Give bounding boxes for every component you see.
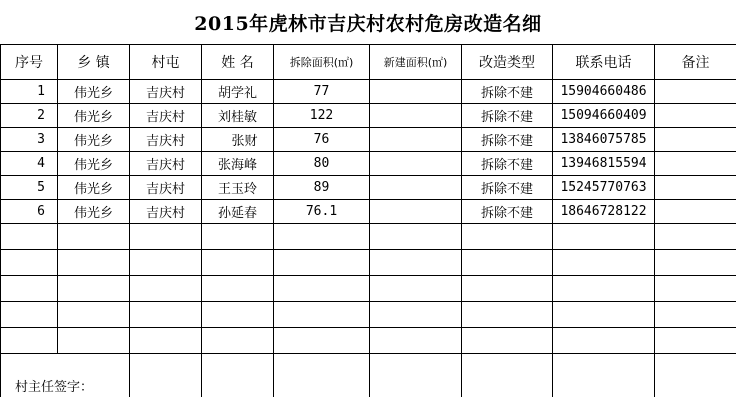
cell-town[interactable]: 伟光乡: [58, 176, 130, 200]
empty-cell[interactable]: [553, 328, 655, 354]
empty-cell[interactable]: [462, 224, 553, 250]
cell-village[interactable]: 吉庆村: [130, 128, 202, 152]
cell-note[interactable]: [655, 104, 736, 128]
empty-cell[interactable]: [130, 328, 202, 354]
empty-cell[interactable]: [202, 328, 274, 354]
cell-index[interactable]: 6: [1, 200, 58, 224]
cell-index[interactable]: 4: [1, 152, 58, 176]
header-row: [1, 45, 736, 80]
table-row: [1, 176, 736, 200]
cell-phone[interactable]: 13846075785: [553, 128, 655, 152]
cell-type[interactable]: 拆除不建: [462, 176, 553, 200]
empty-cell[interactable]: [655, 224, 736, 250]
empty-cell[interactable]: [462, 302, 553, 328]
empty-cell[interactable]: [1, 250, 58, 276]
header-note[interactable]: 备注: [655, 45, 736, 80]
empty-row: [1, 250, 736, 276]
cell-village[interactable]: 吉庆村: [130, 176, 202, 200]
empty-cell[interactable]: [130, 250, 202, 276]
header-town[interactable]: 乡 镇: [58, 45, 130, 80]
cell-new-area[interactable]: [370, 128, 462, 152]
cell-index[interactable]: 5: [1, 176, 58, 200]
cell-new-area[interactable]: [370, 200, 462, 224]
table-row: [1, 200, 736, 224]
cell-new-area[interactable]: [370, 104, 462, 128]
cell-phone[interactable]: 15904660486: [553, 80, 655, 104]
signature-cell[interactable]: [655, 354, 736, 398]
empty-row: [1, 276, 736, 302]
empty-cell[interactable]: [553, 276, 655, 302]
empty-cell[interactable]: [58, 328, 130, 354]
empty-cell[interactable]: [1, 224, 58, 250]
table-row: [1, 152, 736, 176]
cell-name[interactable]: 张海峰: [202, 152, 274, 176]
empty-cell[interactable]: [202, 224, 274, 250]
cell-town[interactable]: 伟光乡: [58, 200, 130, 224]
cell-phone[interactable]: 18646728122: [553, 200, 655, 224]
cell-name[interactable]: 王玉玲: [202, 176, 274, 200]
empty-cell[interactable]: [130, 276, 202, 302]
empty-cell[interactable]: [370, 276, 462, 302]
empty-row: [1, 224, 736, 250]
empty-cell[interactable]: [370, 302, 462, 328]
cell-phone[interactable]: 15245770763: [553, 176, 655, 200]
cell-type[interactable]: 拆除不建: [462, 200, 553, 224]
cell-note[interactable]: [655, 80, 736, 104]
empty-cell[interactable]: [1, 328, 58, 354]
header-index[interactable]: 序号: [1, 45, 58, 80]
cell-town[interactable]: 伟光乡: [58, 128, 130, 152]
cell-phone[interactable]: 13946815594: [553, 152, 655, 176]
empty-cell[interactable]: [58, 276, 130, 302]
empty-cell[interactable]: [130, 224, 202, 250]
empty-cell[interactable]: [274, 328, 370, 354]
signature-cell[interactable]: [553, 354, 655, 398]
header-new-area[interactable]: 新建面积(㎡): [370, 45, 462, 80]
cell-demolish-area[interactable]: 89: [274, 176, 370, 200]
cell-village[interactable]: 吉庆村: [130, 200, 202, 224]
cell-town[interactable]: 伟光乡: [58, 104, 130, 128]
cell-name[interactable]: 张财: [202, 128, 274, 152]
empty-cell[interactable]: [202, 250, 274, 276]
empty-cell[interactable]: [553, 302, 655, 328]
cell-note[interactable]: [655, 152, 736, 176]
signature-cell[interactable]: [202, 354, 274, 398]
cell-index[interactable]: 2: [1, 104, 58, 128]
table-row: [1, 80, 736, 104]
cell-note[interactable]: [655, 176, 736, 200]
empty-cell[interactable]: [130, 302, 202, 328]
cell-town[interactable]: 伟光乡: [58, 80, 130, 104]
header-demolish-area[interactable]: 拆除面积(㎡): [274, 45, 370, 80]
empty-row: [1, 302, 736, 328]
empty-cell[interactable]: [370, 328, 462, 354]
village-head-signature-label: 村主任签字：: [1, 354, 130, 398]
cell-village[interactable]: 吉庆村: [130, 104, 202, 128]
empty-cell[interactable]: [655, 302, 736, 328]
signature-cell[interactable]: [462, 354, 553, 398]
table-row: [1, 128, 736, 152]
signature-cell[interactable]: [274, 354, 370, 398]
header-type[interactable]: 改造类型: [462, 45, 553, 80]
cell-phone[interactable]: 15094660409: [553, 104, 655, 128]
empty-cell[interactable]: [655, 276, 736, 302]
cell-town[interactable]: 伟光乡: [58, 152, 130, 176]
empty-cell[interactable]: [1, 276, 58, 302]
cell-type[interactable]: 拆除不建: [462, 128, 553, 152]
empty-cell[interactable]: [462, 328, 553, 354]
cell-type[interactable]: 拆除不建: [462, 104, 553, 128]
empty-cell[interactable]: [553, 250, 655, 276]
cell-new-area[interactable]: [370, 80, 462, 104]
header-name[interactable]: 姓 名: [202, 45, 274, 80]
empty-cell[interactable]: [274, 250, 370, 276]
empty-cell[interactable]: [274, 276, 370, 302]
empty-cell[interactable]: [58, 250, 130, 276]
cell-index[interactable]: 1: [1, 80, 58, 104]
cell-village[interactable]: 吉庆村: [130, 152, 202, 176]
cell-name[interactable]: 胡学礼: [202, 80, 274, 104]
cell-new-area[interactable]: [370, 176, 462, 200]
cell-type[interactable]: 拆除不建: [462, 152, 553, 176]
empty-cell[interactable]: [462, 276, 553, 302]
header-village[interactable]: 村屯: [130, 45, 202, 80]
roster-table: [0, 44, 736, 397]
empty-cell[interactable]: [655, 250, 736, 276]
empty-cell[interactable]: [655, 328, 736, 354]
cell-demolish-area[interactable]: 122: [274, 104, 370, 128]
empty-cell[interactable]: [274, 302, 370, 328]
empty-cell[interactable]: [202, 276, 274, 302]
empty-cell[interactable]: [58, 224, 130, 250]
empty-cell[interactable]: [370, 224, 462, 250]
empty-cell[interactable]: [370, 250, 462, 276]
signature-row: [1, 354, 736, 398]
cell-demolish-area[interactable]: 77: [274, 80, 370, 104]
cell-demolish-area[interactable]: 76.1: [274, 200, 370, 224]
cell-new-area[interactable]: [370, 152, 462, 176]
cell-name[interactable]: 刘桂敏: [202, 104, 274, 128]
signature-cell[interactable]: [370, 354, 462, 398]
header-phone[interactable]: 联系电话: [553, 45, 655, 80]
cell-note[interactable]: [655, 200, 736, 224]
cell-note[interactable]: [655, 128, 736, 152]
cell-demolish-area[interactable]: 76: [274, 128, 370, 152]
cell-index[interactable]: 3: [1, 128, 58, 152]
empty-cell[interactable]: [58, 302, 130, 328]
empty-cell[interactable]: [1, 302, 58, 328]
signature-cell[interactable]: [130, 354, 202, 398]
empty-cell[interactable]: [553, 224, 655, 250]
cell-type[interactable]: 拆除不建: [462, 80, 553, 104]
empty-row: [1, 328, 736, 354]
cell-village[interactable]: 吉庆村: [130, 80, 202, 104]
empty-cell[interactable]: [274, 224, 370, 250]
empty-cell[interactable]: [462, 250, 553, 276]
sheet-title: 2015年虎林市吉庆村农村危房改造名细: [0, 0, 736, 45]
cell-demolish-area[interactable]: 80: [274, 152, 370, 176]
empty-cell[interactable]: [202, 302, 274, 328]
cell-name[interactable]: 孙延春: [202, 200, 274, 224]
table-row: [1, 104, 736, 128]
